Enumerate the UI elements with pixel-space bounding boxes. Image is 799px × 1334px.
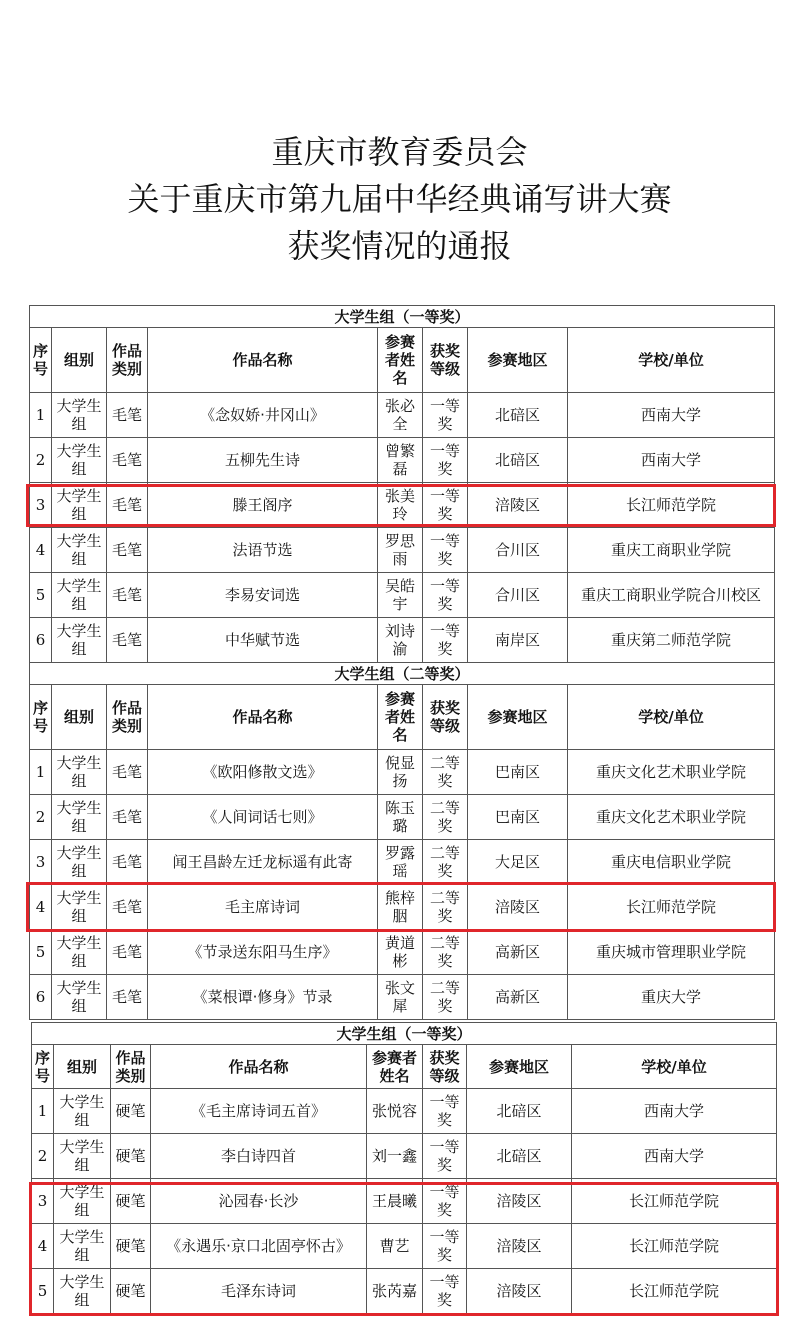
table-row bbox=[32, 1224, 777, 1269]
cell-group: 大学生组 bbox=[52, 885, 107, 930]
cell-category: 硬笔 bbox=[111, 1089, 151, 1134]
cell-participant: 罗露瑶 bbox=[378, 840, 423, 885]
cell-school: 长江师范学院 bbox=[572, 1224, 777, 1269]
cell-index: 4 bbox=[30, 885, 52, 930]
cell-school: 西南大学 bbox=[572, 1089, 777, 1134]
cell-award-level: 二等奖 bbox=[423, 885, 468, 930]
cell-participant: 罗思雨 bbox=[378, 528, 423, 573]
cell-school: 西南大学 bbox=[568, 438, 775, 483]
table-row bbox=[32, 1089, 777, 1134]
table-row bbox=[32, 1179, 777, 1224]
cell-region: 涪陵区 bbox=[468, 483, 568, 528]
cell-school: 西南大学 bbox=[568, 393, 775, 438]
cell-group: 大学生组 bbox=[52, 750, 107, 795]
cell-category: 硬笔 bbox=[111, 1134, 151, 1179]
cell-work-title: 闻王昌龄左迁龙标遥有此寄 bbox=[148, 840, 378, 885]
cell-participant: 倪显扬 bbox=[378, 750, 423, 795]
section-title: 大学生组（二等奖） bbox=[30, 663, 775, 685]
cell-group: 大学生组 bbox=[52, 795, 107, 840]
cell-category: 毛笔 bbox=[107, 840, 148, 885]
cell-category: 毛笔 bbox=[107, 795, 148, 840]
cell-category: 毛笔 bbox=[107, 393, 148, 438]
table-row bbox=[32, 1269, 777, 1314]
cell-group: 大学生组 bbox=[52, 438, 107, 483]
cell-region: 北碚区 bbox=[467, 1089, 572, 1134]
cell-group: 大学生组 bbox=[52, 840, 107, 885]
cell-region: 高新区 bbox=[468, 975, 568, 1020]
cell-participant: 张必全 bbox=[378, 393, 423, 438]
cell-school: 重庆第二师范学院 bbox=[568, 618, 775, 663]
cell-region: 北碚区 bbox=[467, 1134, 572, 1179]
cell-region: 北碚区 bbox=[468, 393, 568, 438]
header-participant: 参赛者姓名 bbox=[367, 1045, 423, 1089]
cell-group: 大学生组 bbox=[52, 393, 107, 438]
cell-school: 重庆大学 bbox=[568, 975, 775, 1020]
table-body bbox=[30, 750, 775, 1020]
cell-award-level: 一等奖 bbox=[423, 573, 468, 618]
header-school: 学校/单位 bbox=[568, 328, 775, 393]
cell-school: 重庆电信职业学院 bbox=[568, 840, 775, 885]
cell-category: 毛笔 bbox=[107, 528, 148, 573]
cell-work-title: 《念奴娇·井冈山》 bbox=[148, 393, 378, 438]
cell-region: 涪陵区 bbox=[468, 885, 568, 930]
table-row bbox=[30, 618, 775, 663]
cell-participant: 张文犀 bbox=[378, 975, 423, 1020]
header-participant: 参赛者姓名 bbox=[378, 685, 423, 750]
cell-school: 长江师范学院 bbox=[572, 1269, 777, 1314]
cell-school: 重庆文化艺术职业学院 bbox=[568, 750, 775, 795]
cell-award-level: 二等奖 bbox=[423, 975, 468, 1020]
cell-region: 北碚区 bbox=[468, 438, 568, 483]
cell-award-level: 二等奖 bbox=[423, 930, 468, 975]
cell-group: 大学生组 bbox=[52, 618, 107, 663]
document-title-line-1: 重庆市教育委员会 bbox=[271, 133, 528, 171]
cell-index: 4 bbox=[32, 1224, 54, 1269]
cell-participant: 张芮嘉 bbox=[367, 1269, 423, 1314]
cell-award-level: 一等奖 bbox=[423, 1224, 467, 1269]
cell-index: 5 bbox=[30, 930, 52, 975]
header-group: 组别 bbox=[52, 328, 107, 393]
cell-school: 长江师范学院 bbox=[572, 1179, 777, 1224]
cell-school: 重庆工商职业学院合川校区 bbox=[568, 573, 775, 618]
cell-category: 硬笔 bbox=[111, 1269, 151, 1314]
cell-group: 大学生组 bbox=[52, 573, 107, 618]
section-title: 大学生组（一等奖） bbox=[32, 1023, 777, 1045]
header-work-title: 作品名称 bbox=[148, 685, 378, 750]
cell-group: 大学生组 bbox=[54, 1179, 111, 1224]
cell-work-title: 李易安词选 bbox=[148, 573, 378, 618]
table-body bbox=[32, 1089, 777, 1314]
cell-category: 毛笔 bbox=[107, 975, 148, 1020]
cell-school: 重庆文化艺术职业学院 bbox=[568, 795, 775, 840]
cell-award-level: 一等奖 bbox=[423, 528, 468, 573]
cell-participant: 曾繁磊 bbox=[378, 438, 423, 483]
table-row bbox=[30, 930, 775, 975]
cell-work-title: 毛主席诗词 bbox=[148, 885, 378, 930]
cell-group: 大学生组 bbox=[52, 483, 107, 528]
cell-category: 毛笔 bbox=[107, 483, 148, 528]
award-table-3 bbox=[31, 1022, 777, 1314]
cell-category: 毛笔 bbox=[107, 573, 148, 618]
header-school: 学校/单位 bbox=[568, 685, 775, 750]
cell-index: 2 bbox=[30, 795, 52, 840]
cell-region: 涪陵区 bbox=[467, 1179, 572, 1224]
header-award-level: 获奖等级 bbox=[423, 685, 468, 750]
cell-award-level: 一等奖 bbox=[423, 438, 468, 483]
header-region: 参赛地区 bbox=[468, 685, 568, 750]
cell-work-title: 毛泽东诗词 bbox=[151, 1269, 367, 1314]
header-index: 序号 bbox=[30, 328, 52, 393]
cell-group: 大学生组 bbox=[54, 1269, 111, 1314]
cell-region: 涪陵区 bbox=[467, 1269, 572, 1314]
cell-school: 长江师范学院 bbox=[568, 885, 775, 930]
cell-region: 大足区 bbox=[468, 840, 568, 885]
header-region: 参赛地区 bbox=[468, 328, 568, 393]
award-table-1 bbox=[29, 305, 775, 663]
cell-region: 涪陵区 bbox=[467, 1224, 572, 1269]
header-index: 序号 bbox=[30, 685, 52, 750]
cell-category: 毛笔 bbox=[107, 438, 148, 483]
header-award-level: 获奖等级 bbox=[423, 328, 468, 393]
cell-index: 3 bbox=[30, 840, 52, 885]
cell-region: 合川区 bbox=[468, 528, 568, 573]
cell-work-title: 《节录送东阳马生序》 bbox=[148, 930, 378, 975]
cell-category: 毛笔 bbox=[107, 885, 148, 930]
cell-index: 5 bbox=[32, 1269, 54, 1314]
cell-work-title: 法语节选 bbox=[148, 528, 378, 573]
table-row bbox=[30, 750, 775, 795]
cell-school: 长江师范学院 bbox=[568, 483, 775, 528]
cell-index: 1 bbox=[30, 393, 52, 438]
cell-group: 大学生组 bbox=[52, 528, 107, 573]
cell-index: 6 bbox=[30, 618, 52, 663]
header-group: 组别 bbox=[54, 1045, 111, 1089]
cell-category: 硬笔 bbox=[111, 1179, 151, 1224]
cell-participant: 张美玲 bbox=[378, 483, 423, 528]
cell-region: 巴南区 bbox=[468, 750, 568, 795]
table-row bbox=[30, 885, 775, 930]
table-row bbox=[30, 438, 775, 483]
cell-award-level: 一等奖 bbox=[423, 1089, 467, 1134]
award-table-2 bbox=[29, 662, 775, 1020]
table-body bbox=[30, 393, 775, 663]
cell-participant: 吴皓宇 bbox=[378, 573, 423, 618]
cell-work-title: 《欧阳修散文选》 bbox=[148, 750, 378, 795]
cell-award-level: 一等奖 bbox=[423, 1269, 467, 1314]
cell-participant: 王晨曦 bbox=[367, 1179, 423, 1224]
cell-group: 大学生组 bbox=[54, 1134, 111, 1179]
cell-award-level: 二等奖 bbox=[423, 750, 468, 795]
cell-category: 毛笔 bbox=[107, 930, 148, 975]
cell-index: 6 bbox=[30, 975, 52, 1020]
cell-index: 3 bbox=[32, 1179, 54, 1224]
cell-work-title: 《毛主席诗词五首》 bbox=[151, 1089, 367, 1134]
table-row bbox=[30, 483, 775, 528]
cell-participant: 熊梓胭 bbox=[378, 885, 423, 930]
cell-region: 巴南区 bbox=[468, 795, 568, 840]
cell-index: 1 bbox=[30, 750, 52, 795]
table-row bbox=[30, 795, 775, 840]
cell-region: 南岸区 bbox=[468, 618, 568, 663]
cell-category: 毛笔 bbox=[107, 618, 148, 663]
cell-award-level: 一等奖 bbox=[423, 618, 468, 663]
table-row bbox=[30, 840, 775, 885]
cell-work-title: 中华赋节选 bbox=[148, 618, 378, 663]
cell-group: 大学生组 bbox=[54, 1224, 111, 1269]
cell-work-title: 五柳先生诗 bbox=[148, 438, 378, 483]
cell-region: 合川区 bbox=[468, 573, 568, 618]
cell-award-level: 一等奖 bbox=[423, 393, 468, 438]
header-work-title: 作品名称 bbox=[151, 1045, 367, 1089]
cell-work-title: 李白诗四首 bbox=[151, 1134, 367, 1179]
cell-work-title: 滕王阁序 bbox=[148, 483, 378, 528]
table-row bbox=[30, 528, 775, 573]
cell-category: 毛笔 bbox=[107, 750, 148, 795]
cell-group: 大学生组 bbox=[52, 975, 107, 1020]
cell-award-level: 二等奖 bbox=[423, 795, 468, 840]
cell-work-title: 《永遇乐·京口北固亭怀古》 bbox=[151, 1224, 367, 1269]
cell-participant: 陈玉璐 bbox=[378, 795, 423, 840]
header-region: 参赛地区 bbox=[467, 1045, 572, 1089]
document-title-line-3: 获奖情况的通报 bbox=[287, 227, 512, 265]
cell-award-level: 一等奖 bbox=[423, 483, 468, 528]
cell-index: 4 bbox=[30, 528, 52, 573]
table-row bbox=[30, 573, 775, 618]
cell-region: 高新区 bbox=[468, 930, 568, 975]
table-row bbox=[32, 1134, 777, 1179]
header-index: 序号 bbox=[32, 1045, 54, 1089]
table-row bbox=[30, 393, 775, 438]
cell-participant: 刘诗渝 bbox=[378, 618, 423, 663]
cell-award-level: 二等奖 bbox=[423, 840, 468, 885]
cell-school: 重庆城市管理职业学院 bbox=[568, 930, 775, 975]
section-title: 大学生组（一等奖） bbox=[30, 306, 775, 328]
cell-group: 大学生组 bbox=[54, 1089, 111, 1134]
header-category: 作品类别 bbox=[107, 328, 148, 393]
header-award-level: 获奖等级 bbox=[423, 1045, 467, 1089]
header-category: 作品类别 bbox=[111, 1045, 151, 1089]
cell-award-level: 一等奖 bbox=[423, 1179, 467, 1224]
header-group: 组别 bbox=[52, 685, 107, 750]
cell-work-title: 沁园春·长沙 bbox=[151, 1179, 367, 1224]
header-category: 作品类别 bbox=[107, 685, 148, 750]
cell-participant: 张悦容 bbox=[367, 1089, 423, 1134]
cell-work-title: 《人间词话七则》 bbox=[148, 795, 378, 840]
header-participant: 参赛者姓名 bbox=[378, 328, 423, 393]
cell-participant: 曹艺 bbox=[367, 1224, 423, 1269]
cell-participant: 黄道彬 bbox=[378, 930, 423, 975]
cell-index: 1 bbox=[32, 1089, 54, 1134]
cell-work-title: 《菜根谭·修身》节录 bbox=[148, 975, 378, 1020]
table-row bbox=[30, 975, 775, 1020]
cell-index: 2 bbox=[32, 1134, 54, 1179]
cell-index: 2 bbox=[30, 438, 52, 483]
cell-group: 大学生组 bbox=[52, 930, 107, 975]
cell-index: 3 bbox=[30, 483, 52, 528]
header-school: 学校/单位 bbox=[572, 1045, 777, 1089]
cell-category: 硬笔 bbox=[111, 1224, 151, 1269]
document-title-line-2: 关于重庆市第九届中华经典诵写讲大赛 bbox=[127, 180, 672, 218]
cell-participant: 刘一鑫 bbox=[367, 1134, 423, 1179]
cell-award-level: 一等奖 bbox=[423, 1134, 467, 1179]
cell-school: 重庆工商职业学院 bbox=[568, 528, 775, 573]
cell-index: 5 bbox=[30, 573, 52, 618]
cell-school: 西南大学 bbox=[572, 1134, 777, 1179]
header-work-title: 作品名称 bbox=[148, 328, 378, 393]
